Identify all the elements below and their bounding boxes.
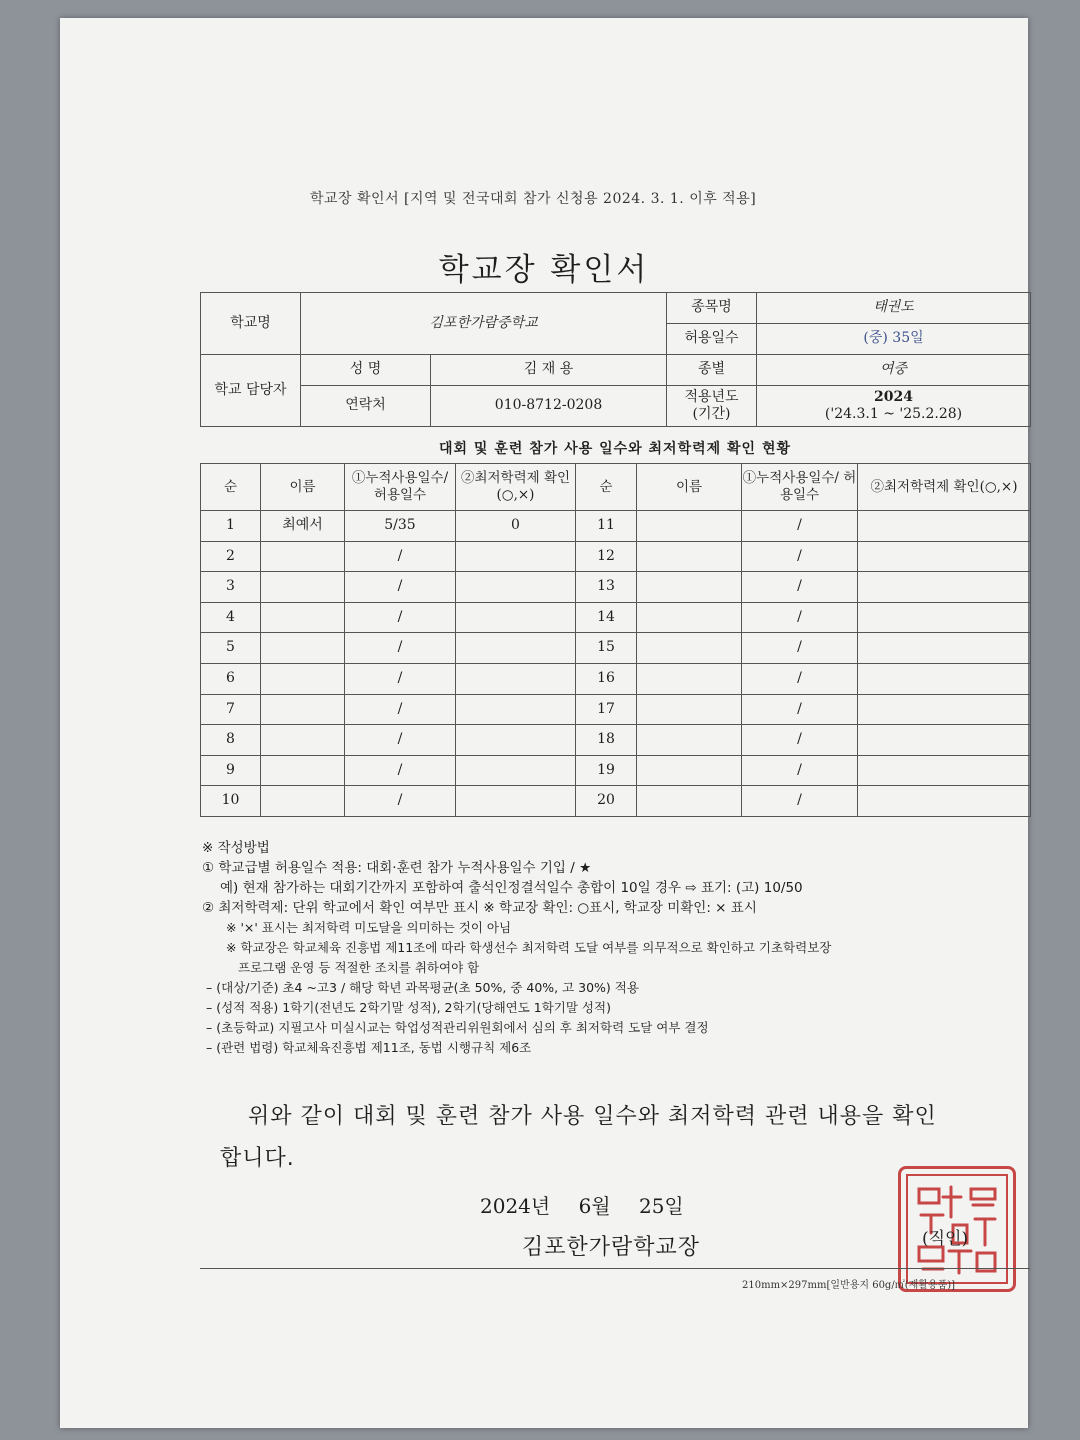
row-check <box>456 633 576 664</box>
status-caption: 대회 및 훈련 참가 사용 일수와 최저학력제 확인 현황 <box>439 441 791 457</box>
table-row <box>201 663 1031 694</box>
col-check-left: ②최저학력제 확인(○,×) <box>456 464 576 511</box>
row-name <box>261 755 345 786</box>
table-row <box>201 541 1031 572</box>
row-name <box>261 786 345 817</box>
row-check <box>858 725 1031 756</box>
row-check <box>456 786 576 817</box>
row-check <box>858 694 1031 725</box>
col-check-right: ②최저학력제 확인(○,×) <box>858 464 1031 511</box>
category-value: 여중 <box>757 355 1031 386</box>
row-no: 3 <box>201 572 261 603</box>
note-2-b2: 프로그램 운영 등 적절한 조치를 취하여야 함 <box>238 960 480 975</box>
row-name <box>637 694 742 725</box>
contact-value: 010-8712-0208 <box>431 386 667 427</box>
table-row <box>201 572 1031 603</box>
row-name <box>261 633 345 664</box>
apply-year-cell <box>667 386 757 427</box>
row-name <box>261 572 345 603</box>
school-value: 김포한가람중학교 <box>301 293 667 355</box>
info-table <box>200 292 1031 427</box>
status-body <box>201 511 1031 817</box>
row-days: / <box>742 511 858 542</box>
row-name <box>637 755 742 786</box>
row-name <box>637 786 742 817</box>
allowed-days-label: 허용일수 <box>667 324 757 355</box>
row-days: / <box>345 541 456 572</box>
row-name <box>261 541 345 572</box>
row-check <box>858 633 1031 664</box>
row-check <box>456 725 576 756</box>
table-row <box>201 602 1031 633</box>
row-days: / <box>345 633 456 664</box>
footer-divider <box>200 1268 1030 1269</box>
row-no: 11 <box>576 511 637 542</box>
row-check <box>858 572 1031 603</box>
contact-label: 연락처 <box>301 386 431 427</box>
row-no: 14 <box>576 602 637 633</box>
row-check <box>456 663 576 694</box>
row-name <box>637 725 742 756</box>
row-no: 7 <box>201 694 261 725</box>
row-days: 5/35 <box>345 511 456 542</box>
row-no: 17 <box>576 694 637 725</box>
event-label: 종목명 <box>667 293 757 324</box>
row-check <box>456 572 576 603</box>
row-check <box>456 755 576 786</box>
note-1-example: 예) 현재 참가하는 대회기간까지 포함하여 출석인정결석일수 총합이 10일 경우 ⇨ 표기: (고) 10/50 <box>220 880 803 896</box>
row-name <box>637 572 742 603</box>
row-days: / <box>345 572 456 603</box>
row-days: / <box>742 663 858 694</box>
name-value: 김 재 용 <box>431 355 667 386</box>
row-no: 2 <box>201 541 261 572</box>
row-check <box>858 755 1031 786</box>
notes <box>202 838 1002 1058</box>
apply-year-value: 2024 <box>874 388 913 405</box>
note-2-b: ※ 학교장은 학교체육 진흥법 제11조에 따라 학생선수 최저학력 도달 여부를 의무적으로 확인하고 기초학력보장 <box>226 940 832 955</box>
row-days: / <box>345 694 456 725</box>
col-days-left: ①누적사용일수/ 허용일수 <box>345 464 456 511</box>
row-no: 5 <box>201 633 261 664</box>
table-row <box>201 694 1031 725</box>
row-name <box>261 725 345 756</box>
event-value: 태권도 <box>757 293 1031 324</box>
row-name <box>637 602 742 633</box>
row-no: 13 <box>576 572 637 603</box>
row-no: 20 <box>576 786 637 817</box>
detail-2: – (성적 적용) 1학기(전년도 2학기말 성적), 2학기(당해연도 1학기말 성적) <box>206 1000 611 1015</box>
row-no: 12 <box>576 541 637 572</box>
note-2: ② 최저학력제: 단위 학교에서 확인 여부만 표시 ※ 학교장 확인: ○표시, 학교장 미확인: × 표시 <box>202 900 757 916</box>
apply-year-value-cell <box>757 386 1031 427</box>
row-check <box>858 511 1031 542</box>
row-days: / <box>742 572 858 603</box>
issue-date: 2024년 6월 25일 <box>480 1194 684 1218</box>
row-days: / <box>742 602 858 633</box>
row-check <box>858 541 1031 572</box>
category-label: 종별 <box>667 355 757 386</box>
row-name <box>261 663 345 694</box>
document-paper <box>60 18 1028 1428</box>
row-check <box>858 663 1031 694</box>
row-check <box>456 541 576 572</box>
row-check: 0 <box>456 511 576 542</box>
row-name: 최예서 <box>261 511 345 542</box>
confirm-statement <box>220 1096 1000 1180</box>
row-no: 4 <box>201 602 261 633</box>
apply-year-label: 적용년도 <box>684 388 739 405</box>
row-days: / <box>742 694 858 725</box>
row-days: / <box>345 725 456 756</box>
row-no: 9 <box>201 755 261 786</box>
row-check <box>858 786 1031 817</box>
detail-3: – (초등학교) 지필고사 미실시교는 학업성적관리위원회에서 심의 후 최저학력 도달 여부 결정 <box>206 1020 709 1035</box>
row-days: / <box>742 725 858 756</box>
notes-heading: ※ 작성방법 <box>202 840 270 856</box>
row-days: / <box>345 663 456 694</box>
col-days-right: ①누적사용일수/ 허용일수 <box>742 464 858 511</box>
row-days: / <box>742 755 858 786</box>
row-days: / <box>345 602 456 633</box>
table-row <box>201 755 1031 786</box>
header-note: 학교장 확인서 [지역 및 전국대회 참가 신청용 2024. 3. 1. 이후 적용] <box>310 191 757 207</box>
col-name-left: 이름 <box>261 464 345 511</box>
name-label: 성 명 <box>301 355 431 386</box>
teacher-label: 학교 담당자 <box>201 355 301 427</box>
row-name <box>261 694 345 725</box>
detail-4: – (관련 법령) 학교체육진흥법 제11조, 동법 시행규칙 제6조 <box>206 1040 532 1055</box>
row-no: 6 <box>201 663 261 694</box>
apply-period-value: ('24.3.1 ~ '25.2.28) <box>824 406 963 422</box>
row-no: 16 <box>576 663 637 694</box>
row-check <box>858 602 1031 633</box>
table-row <box>201 725 1031 756</box>
row-no: 15 <box>576 633 637 664</box>
row-days: / <box>345 786 456 817</box>
row-no: 19 <box>576 755 637 786</box>
row-no: 8 <box>201 725 261 756</box>
row-check <box>456 602 576 633</box>
note-2-a: ※ '×' 표시는 최저학력 미도달을 의미하는 것이 아님 <box>226 920 512 935</box>
row-name <box>637 663 742 694</box>
school-label: 학교명 <box>201 293 301 355</box>
row-name <box>637 633 742 664</box>
principal-name: 김포한가람학교장 <box>522 1235 701 1260</box>
row-name <box>637 541 742 572</box>
col-no-left: 순 <box>201 464 261 511</box>
status-table <box>200 463 1031 817</box>
seal-mark: (직인) <box>922 1229 969 1249</box>
table-row <box>201 786 1031 817</box>
row-name <box>261 602 345 633</box>
row-days: / <box>345 755 456 786</box>
table-row <box>201 633 1031 664</box>
row-days: / <box>742 541 858 572</box>
col-no-right: 순 <box>576 464 637 511</box>
row-name <box>637 511 742 542</box>
row-days: / <box>742 633 858 664</box>
row-no: 18 <box>576 725 637 756</box>
row-no: 1 <box>201 511 261 542</box>
confirm-line-2: 합니다. <box>220 1146 295 1171</box>
row-days: / <box>742 786 858 817</box>
table-row <box>201 511 1031 542</box>
col-name-right: 이름 <box>637 464 742 511</box>
note-1: ① 학교급별 허용일수 적용: 대회·훈련 참가 누적사용일수 기입 / ★ <box>202 860 592 876</box>
allowed-days-value: (중) 35일 <box>757 324 1031 355</box>
confirm-line-1: 위와 같이 대회 및 훈련 참가 사용 일수와 최저학력 관련 내용을 확인 <box>248 1104 937 1129</box>
page-title: 학교장 확인서 <box>438 252 650 288</box>
apply-period-label: (기간) <box>692 406 731 422</box>
row-no: 10 <box>201 786 261 817</box>
paper-spec: 210mm×297mm[일반용지 60g/㎡(재활용품)] <box>742 1280 956 1291</box>
detail-1: – (대상/기준) 초4 ~고3 / 해당 학년 과목평균(초 50%, 중 40%, 고 30%) 적용 <box>206 980 639 995</box>
row-check <box>456 694 576 725</box>
